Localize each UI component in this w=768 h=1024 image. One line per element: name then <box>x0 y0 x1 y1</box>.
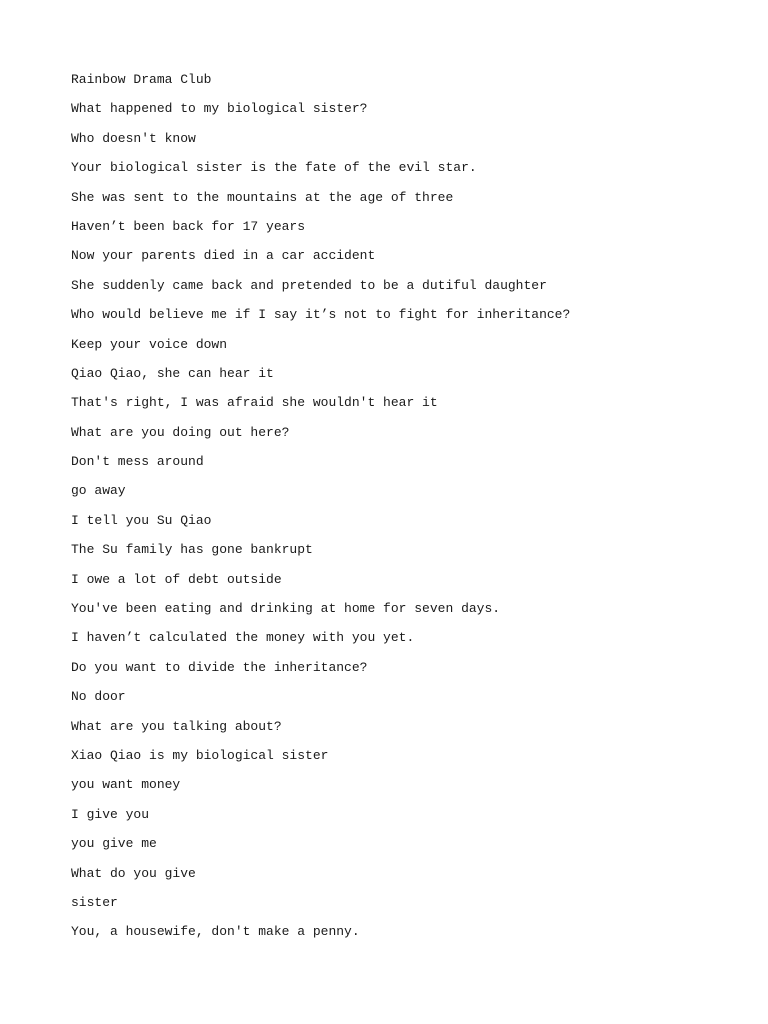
script-line: Who would believe me if I say it’s not to fight for inheritance? <box>71 307 571 323</box>
script-line: What are you doing out here? <box>71 424 290 440</box>
script-line: You've been eating and drinking at home for seven days. <box>71 601 501 617</box>
script-line: She was sent to the mountains at the age of three <box>71 189 454 205</box>
script-line: Who doesn't know <box>71 130 196 146</box>
script-lines <box>71 70 751 952</box>
script-line: Xiao Qiao is my biological sister <box>71 747 329 763</box>
script-line: I tell you Su Qiao <box>71 512 212 528</box>
script-line: Don't mess around <box>71 454 204 470</box>
script-line: That's right, I was afraid she wouldn't hear it <box>71 395 438 411</box>
script-line: You, a housewife, don't make a penny. <box>71 924 360 940</box>
script-line: Rainbow Drama Club <box>71 72 212 87</box>
script-line: Your biological sister is the fate of the evil star. <box>71 160 477 176</box>
script-line: Qiao Qiao, she can hear it <box>71 365 274 381</box>
script-line: Do you want to divide the inheritance? <box>71 659 368 675</box>
script-line: Keep your voice down <box>71 336 228 352</box>
script-line: The Su family has gone bankrupt <box>71 542 313 558</box>
script-line: I give you <box>71 806 150 822</box>
script-line: I owe a lot of debt outside <box>71 571 282 587</box>
script-line: What are you talking about? <box>71 718 282 734</box>
script-line: you want money <box>71 777 181 793</box>
script-line: What happened to my biological sister? <box>71 101 368 117</box>
script-line: No door <box>71 689 126 705</box>
script-line: What do you give <box>71 865 196 881</box>
script-line: Now your parents died in a car accident <box>71 248 376 264</box>
script-line: She suddenly came back and pretended to be a dutiful daughter <box>71 277 547 293</box>
script-line: go away <box>71 483 126 499</box>
script-line: I haven’t calculated the money with you yet. <box>71 630 415 646</box>
script-line: you give me <box>71 836 157 852</box>
script-line: sister <box>71 894 118 910</box>
script-line: Haven’t been back for 17 years <box>71 218 306 234</box>
